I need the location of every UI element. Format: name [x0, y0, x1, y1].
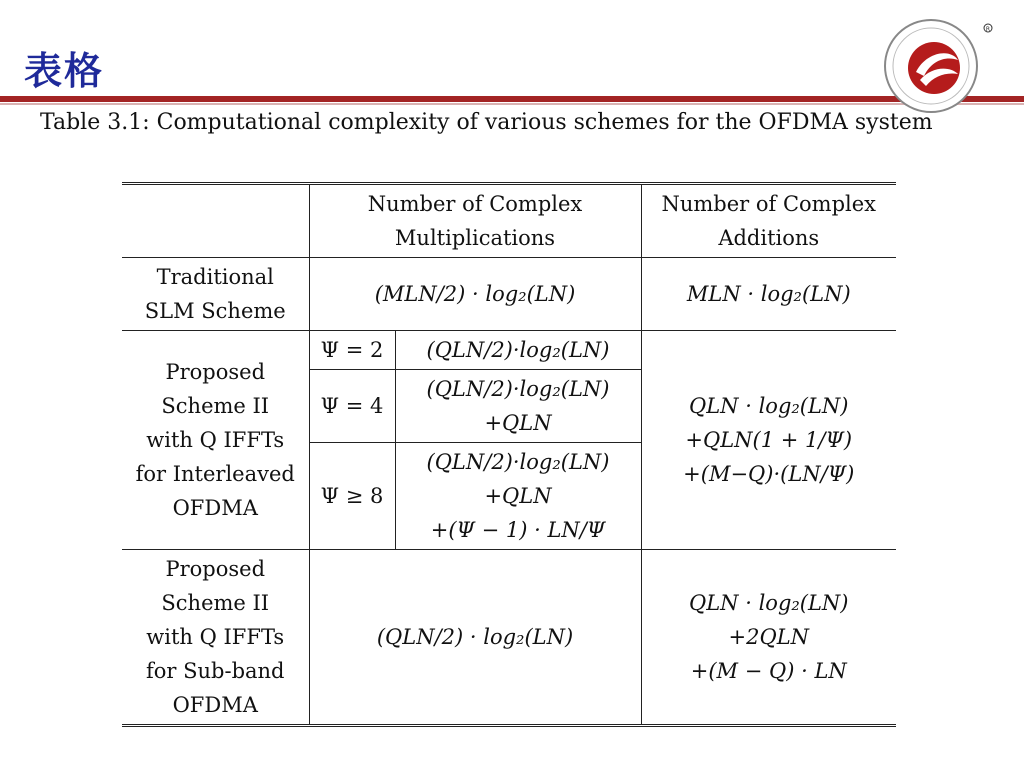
mult-psi-ge-8: (QLN/2)·log₂(LN) +QLN +(Ψ − 1) · LN/Ψ — [395, 443, 641, 550]
sysu-wlab-logo — [866, 14, 996, 114]
add-traditional: MLN · log₂(LN) — [641, 258, 896, 331]
scheme-traditional: Traditional SLM Scheme — [122, 258, 309, 331]
mult-psi-2: (QLN/2)·log₂(LN) — [395, 331, 641, 370]
table-row-traditional — [122, 258, 896, 331]
header-multiplications: Number of Complex Multiplications — [309, 184, 641, 258]
psi-ge-8: Ψ ≥ 8 — [309, 443, 395, 550]
scheme-subband: Proposed Scheme II with Q IFFTs for Sub-band OFDMA — [122, 550, 309, 726]
psi-4: Ψ = 4 — [309, 370, 395, 443]
add-interleaved: QLN · log₂(LN) +QLN(1 + 1/Ψ) +(M−Q)·(LN/Ψ) — [641, 331, 896, 550]
complexity-table — [122, 182, 896, 727]
header-empty-cell — [122, 184, 309, 258]
scheme-interleaved: Proposed Scheme II with Q IFFTs for Interleaved OFDMA — [122, 331, 309, 550]
psi-2: Ψ = 2 — [309, 331, 395, 370]
mult-subband: (QLN/2) · log₂(LN) — [309, 550, 641, 726]
table-row-interleaved-psi2 — [122, 331, 896, 370]
table-caption: Table 3.1: Computational complexity of various schemes for the OFDMA system — [40, 110, 933, 135]
mult-traditional: (MLN/2) · log₂(LN) — [309, 258, 641, 331]
slide-title: 表格 — [24, 48, 105, 93]
table-header-row — [122, 184, 896, 258]
table-row-subband — [122, 550, 896, 726]
mult-psi-4: (QLN/2)·log₂(LN) +QLN — [395, 370, 641, 443]
header-additions: Number of Complex Additions — [641, 184, 896, 258]
svg-text:R: R — [985, 26, 991, 33]
add-subband: QLN · log₂(LN) +2QLN +(M − Q) · LN — [641, 550, 896, 726]
